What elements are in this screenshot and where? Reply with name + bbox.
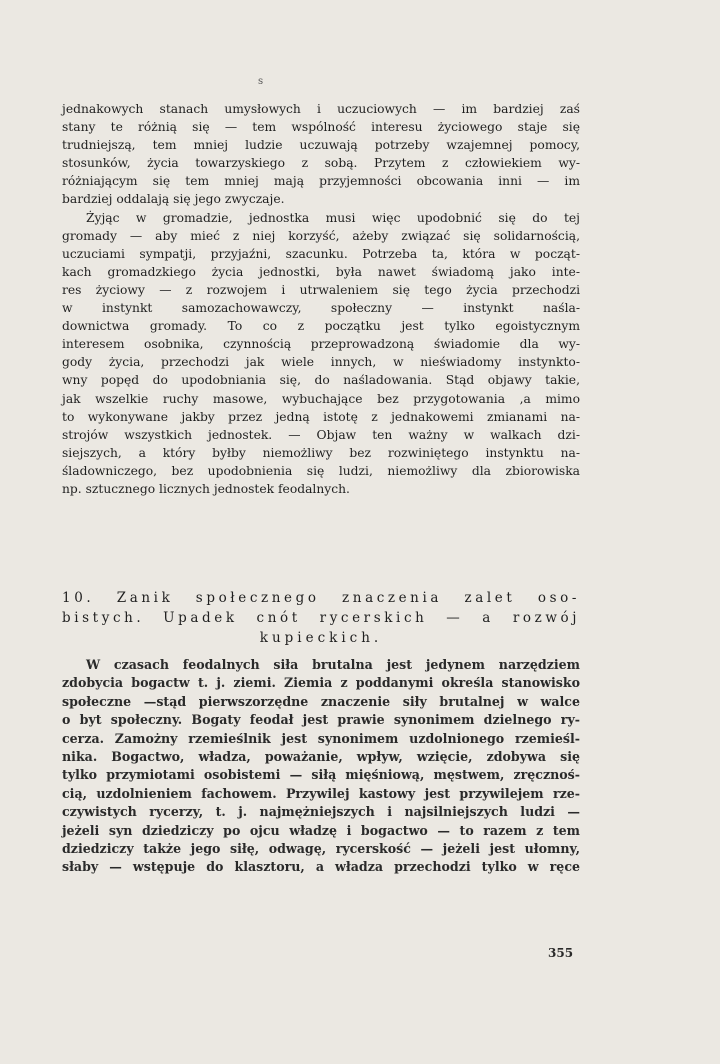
text-line: uczuciami sympatji, przyjaźni, szacunku. Potrzeba ta, która w począt- [62, 246, 580, 261]
section-heading [62, 588, 580, 648]
text-line: jednakowych stanach umysłowych i uczuciowych — im bardziej zaś [62, 102, 580, 116]
text-line: bardziej oddalają się jego zwyczaje. [62, 192, 285, 207]
section-heading-line: bistych. Upadek cnót rycerskich — a rozwój [62, 610, 580, 626]
text-line: gody życia, przechodzi jak wiele innych, w nieświadomy instynkto- [62, 355, 580, 370]
body-text-bottom [62, 656, 580, 877]
text-line: cerza. Zamożny rzemieślnik jest synonimem uzdolnionego rzemieśl- [62, 730, 580, 746]
text-line: czywistych rycerzy, t. j. najmężniejszych i najsilniejszych ludzi — [62, 804, 580, 820]
text-line: interesem osobnika, czynnością przeprowadzoną świadomie dla wy- [62, 337, 580, 352]
text-line: trudniejszą, tem mniej ludzie uczuwają potrzeby wzajemnej pomocy, [62, 138, 580, 153]
text-line: jak wszelkie ruchy masowe, wybuchające bez przygotowania ,a mimo [62, 391, 580, 406]
text-line: stosunków, życia towarzyskiego z sobą. Przytem z człowiekiem wy- [62, 156, 580, 171]
text-line: dziedziczy także jego siłę, odwagę, rycerskość — jeżeli jest ułomny, [62, 841, 580, 857]
paragraph-2 [62, 209, 580, 499]
text-line: śladowniczego, bez upodobnienia się ludzi, niemożliwy dla zbiorowiska [62, 463, 580, 478]
text-line: nika. Bogactwo, władza, poważanie, wpływ, wzięcie, zdobywa się [62, 749, 580, 765]
text-line: W czasach feodalnych siła brutalna jest jedynem narzędziem [86, 657, 580, 672]
text-line: stany te różnią się — tem wspólność interesu życiowego staje się [62, 120, 580, 135]
text-line: tylko przymiotami osobistemi — siłą mięśniową, męstwem, zręcznoś- [62, 767, 580, 783]
text-line: to wykonywane jakby przez jedną istotę z jednakowemi zmianami na- [62, 409, 580, 424]
page-number: 355 [548, 946, 574, 960]
text-line: wny popęd do upodobniania się, do naśladowania. Stąd objawy takie, [62, 373, 580, 388]
text-line: res życiowy — z rozwojem i utrwaleniem się tego życia przechodzi [62, 282, 580, 297]
text-line: jeżeli syn dziedziczy po ojcu władzę i bogactwo — to razem z tem [62, 822, 580, 838]
paragraph-1 [62, 100, 580, 209]
text-line: w instynkt samozachowawczy, społeczny — instynkt naśla- [62, 301, 580, 316]
page-mark: s [258, 76, 264, 87]
text-line: strojów wszystkich jednostek. — Objaw ten ważny w walkach dzi- [62, 427, 580, 442]
text-line: siejszych, a który byłby niemożliwy bez rozwiniętego instynktu na- [62, 445, 580, 460]
text-line: społeczne —stąd pierwszorzędne znaczenie siły brutalnej w walce [62, 693, 580, 709]
text-line: różniającym się tem mniej mają przyjemności obcowania inni — im [62, 174, 580, 189]
text-line: downictwa gromady. To co z początku jest tylko egoistycznym [62, 319, 580, 334]
text-line: zdobycia bogactw t. j. ziemi. Ziemia z poddanymi określa stanowisko [62, 675, 580, 691]
text-line: słaby — wstępuje do klasztoru, a władza przechodzi tylko w ręce [62, 859, 580, 875]
body-text-top [62, 100, 580, 498]
paragraph-3 [62, 656, 580, 877]
text-line: kach gromadzkiego życia jednostki, była nawet świadomą jako inte- [62, 264, 580, 279]
text-line: o byt społeczny. Bogaty feodał jest prawie synonimem dzielnego ry- [62, 712, 580, 728]
text-line: gromady — aby mieć z niej korzyść, ażeby związać się solidarnością, [62, 228, 580, 243]
section-heading-line: 10. Zanik społecznego znaczenia zalet oso- [62, 590, 580, 606]
section-heading-line: kupieckich. [259, 630, 383, 646]
text-line: cią, uzdolnieniem fachowem. Przywilej kastowy jest przywilejem rze- [62, 785, 580, 801]
text-line: Żyjąc w gromadzie, jednostka musi więc upodobnić się do tej [86, 210, 580, 225]
text-line: np. sztucznego licznych jednostek feodalnych. [62, 481, 350, 496]
